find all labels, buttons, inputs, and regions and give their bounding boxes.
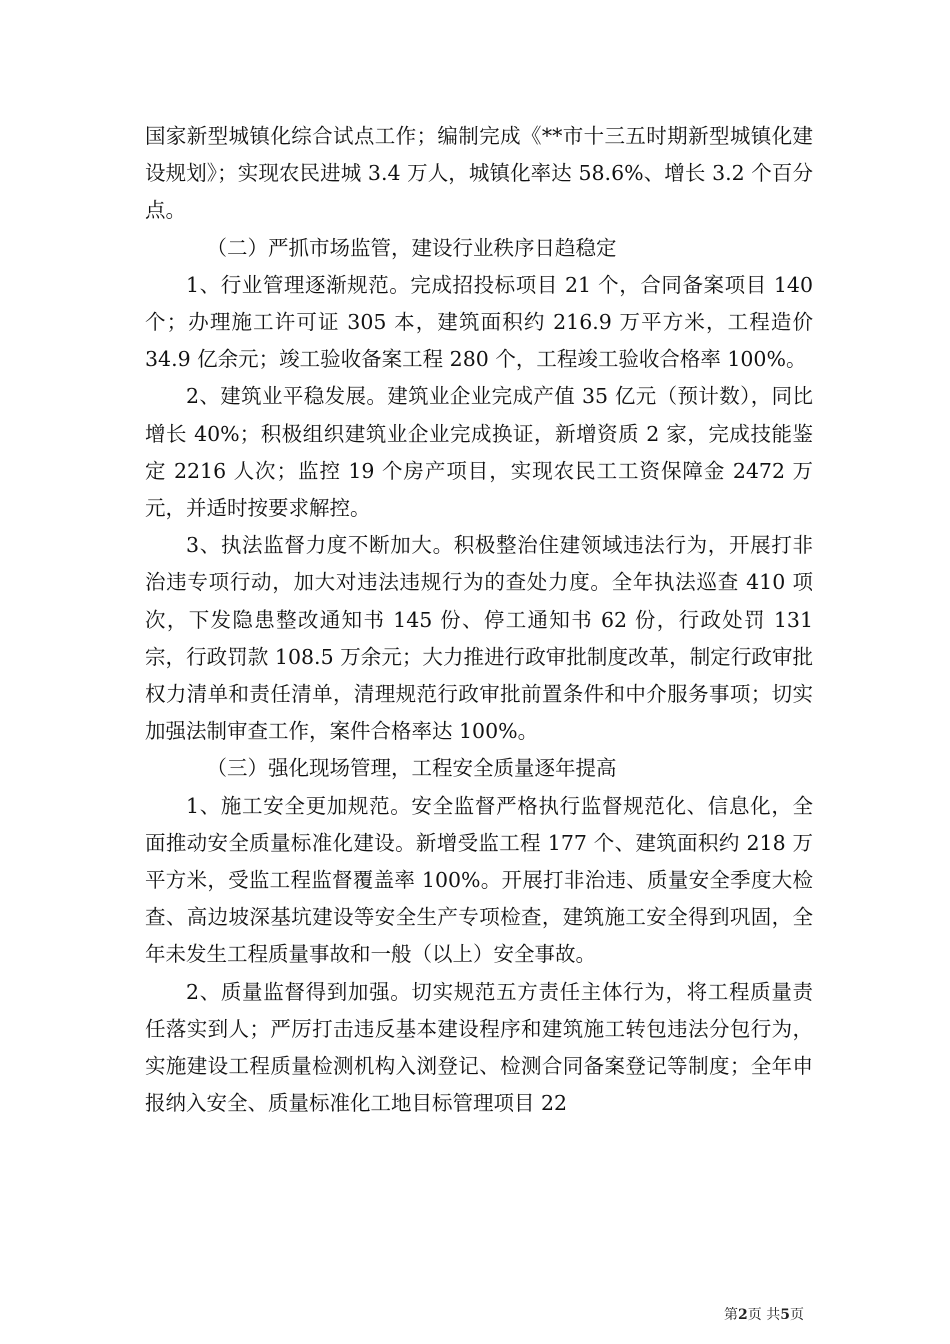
footer-middle: 页 共 [747, 1307, 781, 1323]
paragraph-law-enforcement: 3、执法监督力度不断加大。积极整治住建领域违法行为，开展打非治违专项行动，加大对违法违规行为的查处力度。全年执法巡查 410 项次，下发隐患整改通知书 145 份、停工通知书 62 份，行政处罚 131 宗，行政罚款 108.5 万余元；大力推进行政审批制度改革，制定行政审批权力清单和责任清单，清理规范行政审批前置条件和中介服务事项；切实加强法制审查工作，案件合格率达 100%。 [145, 533, 813, 744]
section-heading-3: （三）强化现场管理，工程安全质量逐年提高 [206, 756, 617, 781]
footer-prefix: 第 [724, 1307, 739, 1323]
section-heading-2: （二）严抓市场监管，建设行业秩序日趋稳定 [206, 235, 617, 260]
total-pages-number: 5 [780, 1307, 790, 1323]
footer-suffix: 页 [790, 1307, 804, 1323]
current-page-number: 2 [738, 1307, 748, 1323]
paragraph-construction-industry: 2、建筑业平稳发展。建筑业企业完成产值 35 亿元（预计数），同比增长 40%；积极组织建筑业企业完成换证，新增资质 2 家，完成技能鉴定 2216 人次；监控 19 个房产项目，实现农民工工资保障金 2472 万元，并适时按要求解控。 [145, 384, 813, 521]
paragraph-construction-safety: 1、施工安全更加规范。安全监督严格执行监督规范化、信息化，全面推动安全质量标准化建设。新增受监工程 177 个、建筑面积约 218 万平方米，受监工程监督覆盖率 100%。开展打非治违、质量安全季度大检查、高边坡深基坑建设等安全生产专项检查，建筑施工安全得到巩固，全年未发生工程质量事故和一般（以上）安全事故。 [145, 793, 813, 967]
paragraph-industry-management: 1、行业管理逐渐规范。完成招投标项目 21 个，合同备案项目 140 个；办理施工许可证 305 本，建筑面积约 216.9 万平方米，工程造价 34.9 亿余元；竣工验收备案工程 280 个，工程竣工验收合格率 100%。 [145, 272, 813, 372]
paragraph-quality-supervision: 2、质量监督得到加强。切实规范五方责任主体行为，将工程质量责任落实到人；严厉打击违反基本建设程序和建筑施工转包违法分包行为，实施建设工程质量检测机构入浏登记、检测合同备案登记等制度；全年申报纳入安全、质量标准化工地目标管理项目 22 [145, 979, 813, 1116]
paragraph-continuation: 国家新型城镇化综合试点工作；编制完成《**市十三五时期新型城镇化建设规划》；实现农民进城 3.4 万人，城镇化率达 58.6%、增长 3.2 个百分点。 [145, 124, 813, 223]
body-text [145, 118, 813, 1122]
page-number-footer [724, 1306, 804, 1324]
